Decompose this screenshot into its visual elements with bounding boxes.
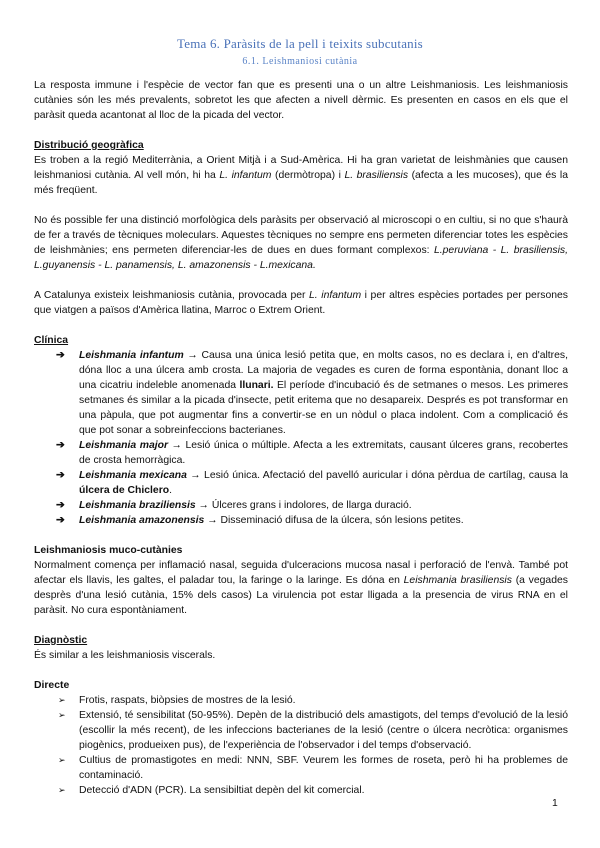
arrow-bullet-icon: ➔ <box>56 500 65 511</box>
text-run: Extensió, té sensibilitat (50-95%). Depèn de la distribució dels amastigots, del temps d'evolució de la lesió (escollir la més recent), de les infeccions bacterianes de la lesió (centre o úlcera necròtica: organismes piogènics, produeixen pus), de l'experiència de l'observador i del temps d'observació. <box>79 710 568 751</box>
text-run: El període d'incubació és de setmanes o mesos. Les primeres setmanes és similar a la picada d'insecte, petit eritema que no desapareix. Després es pot transformar en una pàpula, que pot augmentar fins a convertir-se en un nòdul o placa indolent. Com a complicació és que pot sonar a sobreinfeccions bacterianes. <box>79 380 569 436</box>
species-name: L. infantum <box>219 170 272 181</box>
list-item <box>34 498 568 513</box>
heading-diagnostic: Diagnòstic <box>34 635 88 646</box>
heading-mucocutanies: Leishmaniosis muco-cutànies <box>34 545 183 556</box>
list-item <box>34 468 568 498</box>
text-run: (dermòtropa) i <box>271 170 345 181</box>
directe-list <box>34 693 568 798</box>
heading-directe: Directe <box>34 680 70 691</box>
intro-paragraph: La resposta immune i l'espècie de vector fan que es presenti una o un altre Leishmaniosis. Les leishmaniosis cutànies són les més prevalents, sobretot les que afecten a nivell dèrmic. Es presenten en casos en els que el paràsit queda acantonat al lloc de la picada del vector. <box>34 80 568 121</box>
text-run: → Causa una única lesió petita que, en molts casos, no es declara i, en d'altres, dóna lloc a una úlcera amb crosta. La majoria de vegades es curen de forma espontània, donant lloc a una cicatriu indeleble anomenada <box>79 350 569 391</box>
triangle-bullet-icon: ➢ <box>58 785 66 795</box>
list-item <box>34 708 568 753</box>
list-item <box>34 753 568 783</box>
text-run: → Lesió única. Afectació del pavelló auricular i dóna pèrdua de cartílag, causa la <box>186 470 568 481</box>
triangle-bullet-icon: ➢ <box>58 710 66 720</box>
bold-term: úlcera de Chiclero <box>79 485 170 496</box>
species-name: Leishmania amazonensis <box>79 515 205 526</box>
page-number: 1 <box>552 798 558 809</box>
list-item <box>34 693 568 708</box>
text-run: Es troben a la regió Mediterrània, a Orient Mitjà i a Sud-Amèrica. Hi ha gran varietat de leishmànies que causen leishmaniosi cutània. Al vell món, hi ha <box>34 155 568 181</box>
species-name: Leishmania major <box>79 440 168 451</box>
species-name: L. brasiliensis <box>344 170 409 181</box>
list-item <box>34 348 568 438</box>
species-name: Leishmania infantum <box>79 350 184 361</box>
text-run: → Disseminació difusa de la úlcera, són lesions petites. <box>204 515 464 526</box>
species-name: Leishmania braziliensis <box>79 500 196 511</box>
triangle-bullet-icon: ➢ <box>58 755 66 765</box>
list-item <box>34 438 568 468</box>
distribucio-paragraph-1 <box>34 153 568 198</box>
arrow-bullet-icon: ➔ <box>56 515 65 526</box>
diagnostic-paragraph: És similar a les leishmaniosis viscerals. <box>34 650 216 661</box>
triangle-bullet-icon: ➢ <box>58 695 66 705</box>
distribucio-paragraph-3 <box>34 288 568 318</box>
text-run: Frotis, raspats, biòpsies de mostres de la lesió. <box>79 695 296 706</box>
species-name: Leishmania brasiliensis <box>403 575 512 586</box>
arrow-bullet-icon: ➔ <box>56 350 65 361</box>
bold-term: llunari. <box>239 380 274 391</box>
text-run: Normalment comença per inflamació nasal, seguida d'ulceracions mucosa nasal i perforació de l'envà. També pot afectar els llavis, les galtes, el paladar tou, la faringe o la laringe. Es dóna en <box>34 560 568 586</box>
text-run: i per altres espècies portades per persones que viatgen a països d'Amèrica llatina, Marroc o Extrem Orient. <box>34 290 569 316</box>
page-title: Tema 6. Paràsits de la pell i teixits subcutanis <box>177 36 423 51</box>
arrow-bullet-icon: ➔ <box>56 440 65 451</box>
text-run: No és possible fer una distinció morfològica dels paràsits per observació al microscopi o en cultiu, si no que s'haurà de fer a través de tècniques moleculars. Aquestes tècniques no sempre ens permeten diferenciar totes les espècies de leishmànies; ens permeten diferenciar-les de dues en dues formant complexos: <box>34 215 568 256</box>
species-name: L. infantum <box>309 290 362 301</box>
text-run: (a vegades desprès d'una lesió cutània, 15% dels casos) La virulencia pot estar lligada a la presencia de virus RNA en el paràsit. No cura espontàniament. <box>34 575 568 616</box>
mucocutanies-paragraph <box>34 558 568 618</box>
distribucio-paragraph-2 <box>34 213 568 273</box>
text-run: . <box>169 485 172 496</box>
document-body <box>34 78 568 813</box>
arrow-bullet-icon: ➔ <box>56 470 65 481</box>
text-run: → Lesió única o múltiple. Afecta a les extremitats, causant úlceres grans, recobertes de crosta hemorràgica. <box>79 440 568 466</box>
heading-distribucio: Distribució geogràfica <box>34 140 144 151</box>
species-complexes: L.peruviana - L. brasiliensis, L.guyanensis - L. panamensis, L. amazonensis - L.mexicana. <box>34 245 568 271</box>
list-item <box>34 783 568 798</box>
heading-clinica: Clínica <box>34 335 69 346</box>
list-item <box>34 513 568 528</box>
species-name: Leishmania mexicana <box>79 470 187 481</box>
text-run: Detecció d'ADN (PCR). La sensibiltiat depèn del kit comercial. <box>79 785 365 796</box>
section-subtitle: 6.1. Leishmaniosi cutània <box>242 56 358 67</box>
text-run: Cultius de promastigotes en medi: NNN, SBF. Veurem les formes de roseta, però hi ha problemes de contaminació. <box>79 755 568 781</box>
text-run: A Catalunya existeix leishmaniosis cutània, provocada per <box>34 290 310 301</box>
clinica-list <box>34 348 568 528</box>
text-run: (afecta a les mucoses), que és la més freqüent. <box>34 170 568 196</box>
text-run: → Úlceres grans i indolores, de llarga duració. <box>195 500 412 511</box>
